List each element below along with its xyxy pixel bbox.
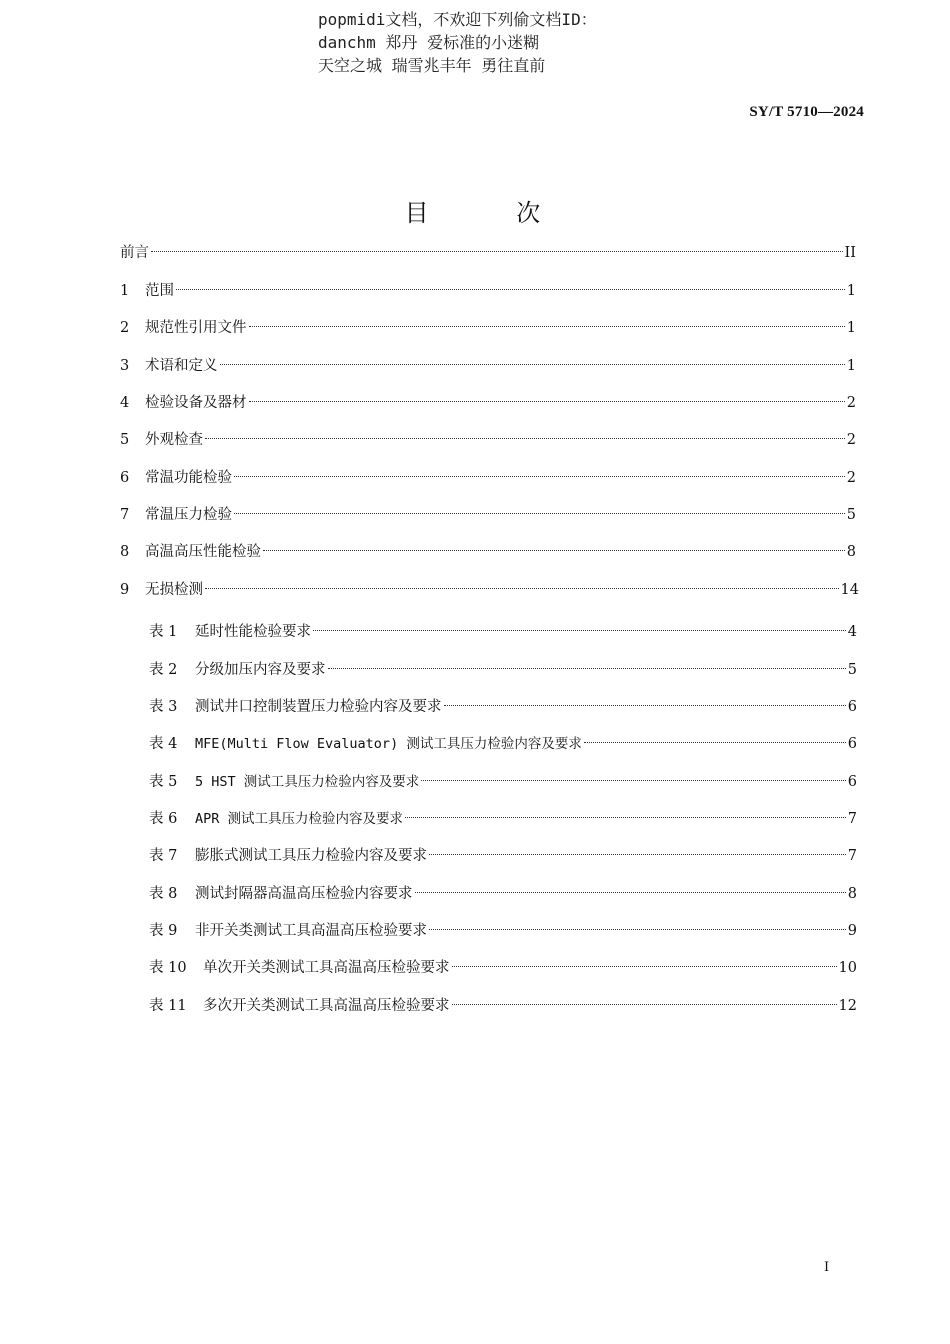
toc-entry-number: 1 bbox=[120, 283, 130, 299]
toc-entry-title: 无损检测 bbox=[145, 582, 203, 598]
toc-entry-page: 4 bbox=[847, 624, 857, 640]
toc-entry-chapter-3[interactable] bbox=[120, 355, 856, 377]
toc-entry-table-8[interactable] bbox=[149, 883, 857, 905]
dot-leader bbox=[452, 966, 837, 967]
toc-entry-number: 2 bbox=[120, 320, 130, 336]
dot-leader bbox=[429, 854, 846, 855]
toc-entry-chapter-9[interactable] bbox=[120, 579, 859, 601]
notice-line-2: danchm 郑丹 爱标准的小迷糊 bbox=[318, 33, 540, 52]
toc-entry-title: 常温压力检验 bbox=[145, 507, 232, 523]
dot-leader bbox=[234, 476, 845, 477]
dot-leader bbox=[415, 892, 846, 893]
dot-leader bbox=[205, 588, 839, 589]
dot-leader bbox=[220, 364, 845, 365]
dot-leader bbox=[444, 705, 846, 706]
toc-entry-chapter-2[interactable] bbox=[120, 317, 856, 339]
toc-entry-page: 1 bbox=[846, 320, 856, 336]
dot-leader bbox=[176, 289, 845, 290]
toc-entry-page: 1 bbox=[846, 283, 856, 299]
dot-leader bbox=[205, 438, 845, 439]
toc-entry-page: 8 bbox=[847, 886, 857, 902]
toc-entry-table-10[interactable] bbox=[149, 957, 857, 979]
toc-entry-page: 10 bbox=[838, 960, 857, 976]
toc-entry-title: 分级加压内容及要求 bbox=[195, 662, 326, 678]
dot-leader bbox=[249, 326, 845, 327]
toc-entry-table-3[interactable] bbox=[149, 696, 857, 718]
toc-table-number: 表 7 bbox=[149, 848, 178, 864]
toc-entry-title: 规范性引用文件 bbox=[145, 320, 247, 336]
toc-entry-title: MFE(Multi Flow Evaluator) 测试工具压力检验内容及要求 bbox=[195, 736, 582, 752]
toc-entry-page: 1 bbox=[846, 358, 856, 374]
toc-table-number: 表 1 bbox=[149, 624, 178, 640]
toc-entry-title: 前言 bbox=[120, 245, 149, 261]
toc-entry-number: 6 bbox=[120, 470, 130, 486]
toc-entry-number: 4 bbox=[120, 395, 130, 411]
toc-entry-page: 8 bbox=[846, 544, 856, 560]
page-number: I bbox=[824, 1260, 830, 1275]
dot-leader bbox=[263, 550, 845, 551]
toc-entry-table-9[interactable] bbox=[149, 920, 857, 942]
standard-code: SY/T 5710—2024 bbox=[749, 104, 864, 120]
dot-leader bbox=[421, 780, 845, 781]
toc-table-number: 表 11 bbox=[149, 998, 187, 1014]
toc-entry-chapter-7[interactable] bbox=[120, 504, 856, 526]
toc-entry-number: 5 bbox=[120, 432, 130, 448]
toc-table-number: 表 10 bbox=[149, 960, 187, 976]
toc-entry-title: 外观检查 bbox=[145, 432, 203, 448]
toc-entry-title: 多次开关类测试工具高温高压检验要求 bbox=[203, 998, 450, 1014]
dot-leader bbox=[405, 817, 846, 818]
toc-entry-page: 6 bbox=[847, 774, 857, 790]
toc-entry-title: 5 HST 测试工具压力检验内容及要求 bbox=[195, 774, 420, 790]
toc-table-number: 表 6 bbox=[149, 811, 178, 827]
toc-entry-title: 测试封隔器高温高压检验内容要求 bbox=[195, 886, 413, 902]
toc-entry-number: 9 bbox=[120, 582, 130, 598]
notice-line-3: 天空之城 瑞雪兆丰年 勇往直前 bbox=[318, 56, 546, 75]
toc-entry-table-6[interactable] bbox=[149, 808, 857, 830]
toc-table-number: 表 9 bbox=[149, 923, 178, 939]
toc-entry-page: 12 bbox=[838, 998, 857, 1014]
toc-entry-page: 6 bbox=[847, 736, 857, 752]
dot-leader bbox=[328, 668, 846, 669]
toc-entry-title: 常温功能检验 bbox=[145, 470, 232, 486]
dot-leader bbox=[452, 1004, 837, 1005]
toc-entry-table-4[interactable] bbox=[149, 733, 857, 755]
toc-entry-table-1[interactable] bbox=[149, 621, 857, 643]
toc-entry-number: 8 bbox=[120, 544, 130, 560]
dot-leader bbox=[234, 513, 845, 514]
toc-entry-page: 14 bbox=[840, 582, 859, 598]
toc-entry-table-7[interactable] bbox=[149, 845, 857, 867]
toc-entry-chapter-8[interactable] bbox=[120, 541, 856, 563]
toc-table-number: 表 5 bbox=[149, 774, 178, 790]
toc-entry-chapter-6[interactable] bbox=[120, 467, 856, 489]
toc-entry-number: 3 bbox=[120, 358, 130, 374]
toc-entry-title: 膨胀式测试工具压力检验内容及要求 bbox=[195, 848, 427, 864]
toc-entry-title: 非开关类测试工具高温高压检验要求 bbox=[195, 923, 427, 939]
toc-table-number: 表 8 bbox=[149, 886, 178, 902]
dot-leader bbox=[151, 251, 843, 252]
toc-entry-table-2[interactable] bbox=[149, 659, 857, 681]
toc-table-number: 表 3 bbox=[149, 699, 178, 715]
toc-entry-page: 2 bbox=[846, 395, 856, 411]
toc-entry-title: 范围 bbox=[145, 283, 174, 299]
dot-leader bbox=[429, 929, 846, 930]
dot-leader bbox=[313, 630, 846, 631]
toc-entry-foreword[interactable] bbox=[120, 242, 856, 264]
toc-entry-page: 9 bbox=[847, 923, 857, 939]
toc-entry-chapter-5[interactable] bbox=[120, 429, 856, 451]
toc-entry-title: 测试井口控制装置压力检验内容及要求 bbox=[195, 699, 442, 715]
toc-entry-table-11[interactable] bbox=[149, 995, 857, 1017]
notice-line-1: popmidi文档，不欢迎下列偷文档ID： bbox=[318, 10, 597, 29]
toc-entry-title: 高温高压性能检验 bbox=[145, 544, 261, 560]
dot-leader bbox=[584, 742, 846, 743]
toc-entry-chapter-1[interactable] bbox=[120, 280, 856, 302]
toc-entry-title: APR 测试工具压力检验内容及要求 bbox=[195, 811, 404, 827]
toc-entry-page: 5 bbox=[847, 662, 857, 678]
toc-table-number: 表 2 bbox=[149, 662, 178, 678]
toc-table-number: 表 4 bbox=[149, 736, 178, 752]
toc-entry-page: 6 bbox=[847, 699, 857, 715]
toc-entry-title: 单次开关类测试工具高温高压检验要求 bbox=[203, 960, 450, 976]
toc-entry-page: II bbox=[844, 245, 856, 261]
toc-entry-chapter-4[interactable] bbox=[120, 392, 856, 414]
toc-entry-page: 7 bbox=[847, 848, 857, 864]
toc-entry-title: 术语和定义 bbox=[145, 358, 218, 374]
toc-entry-number: 7 bbox=[120, 507, 130, 523]
toc-entry-page: 2 bbox=[846, 432, 856, 448]
dot-leader bbox=[249, 401, 845, 402]
toc-entry-page: 7 bbox=[847, 811, 857, 827]
toc-title: 目 次 bbox=[404, 199, 581, 227]
toc-entry-page: 5 bbox=[846, 507, 856, 523]
toc-entry-page: 2 bbox=[846, 470, 856, 486]
toc-entry-title: 延时性能检验要求 bbox=[195, 624, 311, 640]
toc-entry-title: 检验设备及器材 bbox=[145, 395, 247, 411]
toc-entry-table-5[interactable] bbox=[149, 771, 857, 793]
